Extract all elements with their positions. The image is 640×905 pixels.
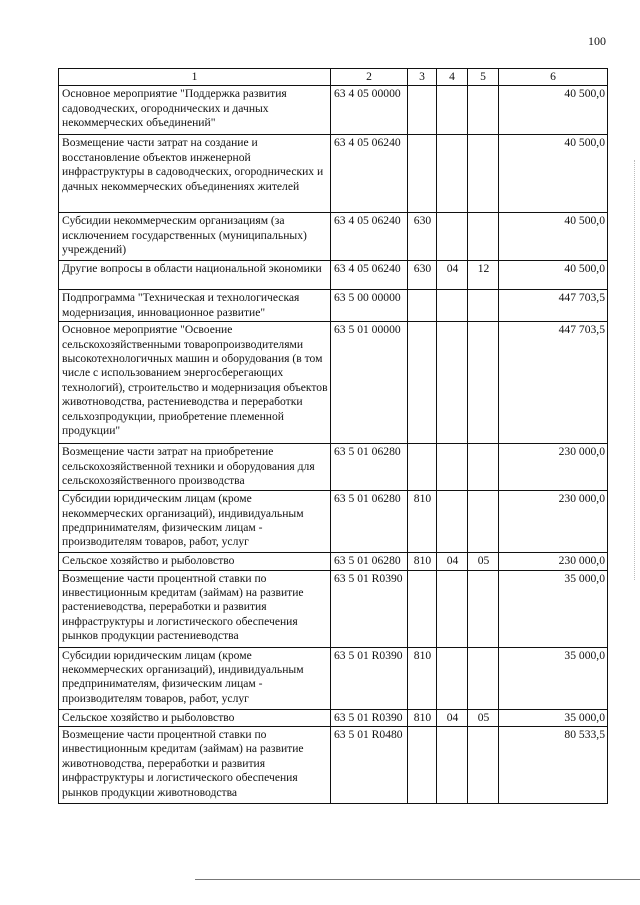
cell-expense-type — [408, 290, 437, 322]
cell-target-code: 63 5 01 00000 — [331, 322, 408, 444]
cell-amount: 80 533,5 — [499, 727, 608, 804]
cell-target-code: 63 5 01 R0390 — [331, 647, 408, 709]
cell-section — [437, 290, 468, 322]
cell-section: 04 — [437, 553, 468, 570]
cell-subsection — [468, 444, 499, 491]
cell-target-code: 63 5 01 06280 — [331, 444, 408, 491]
table-row — [59, 570, 608, 647]
cell-target-code: 63 5 01 06280 — [331, 491, 408, 553]
cell-subsection — [468, 290, 499, 322]
cell-target-code: 63 5 01 R0390 — [331, 709, 408, 726]
cell-name: Возмещение части процентной ставки по инвестиционным кредитам (займам) на развитие растениеводства, переработки и развития инфраструктуры и логистического обеспечения рынков продукции растениеводства — [59, 570, 331, 647]
cell-section — [437, 491, 468, 553]
table-row — [59, 322, 608, 444]
table-row — [59, 553, 608, 570]
cell-amount: 447 703,5 — [499, 322, 608, 444]
header-col-5: 5 — [468, 69, 499, 86]
table-row — [59, 709, 608, 726]
cell-section — [437, 570, 468, 647]
cell-amount: 230 000,0 — [499, 444, 608, 491]
cell-subsection — [468, 491, 499, 553]
cell-name: Возмещение части затрат на приобретение сельскохозяйственной техники и оборудования для сельскохозяйственного производства — [59, 444, 331, 491]
table-row — [59, 213, 608, 261]
cell-subsection — [468, 86, 499, 135]
cell-amount: 35 000,0 — [499, 647, 608, 709]
cell-name: Другие вопросы в области национальной экономики — [59, 261, 331, 290]
cell-expense-type: 810 — [408, 491, 437, 553]
table-row — [59, 135, 608, 213]
cell-expense-type — [408, 570, 437, 647]
cell-expense-type — [408, 86, 437, 135]
cell-expense-type: 630 — [408, 213, 437, 261]
cell-amount: 40 500,0 — [499, 261, 608, 290]
table-row — [59, 491, 608, 553]
cell-expense-type: 810 — [408, 647, 437, 709]
header-col-3: 3 — [408, 69, 437, 86]
cell-target-code: 63 5 00 00000 — [331, 290, 408, 322]
cell-target-code: 63 5 01 06280 — [331, 553, 408, 570]
table-row — [59, 647, 608, 709]
cell-target-code: 63 4 05 06240 — [331, 135, 408, 213]
cell-target-code: 63 4 05 06240 — [331, 261, 408, 290]
cell-amount: 35 000,0 — [499, 570, 608, 647]
cell-amount: 230 000,0 — [499, 553, 608, 570]
cell-subsection — [468, 213, 499, 261]
cell-name: Основное мероприятие "Поддержка развития садоводческих, огороднических и дачных некоммерческих объединений" — [59, 86, 331, 135]
cell-subsection — [468, 647, 499, 709]
table-row — [59, 86, 608, 135]
cell-section — [437, 444, 468, 491]
table-row — [59, 727, 608, 804]
cell-subsection — [468, 727, 499, 804]
cell-expense-type — [408, 322, 437, 444]
cell-subsection — [468, 135, 499, 213]
cell-expense-type: 810 — [408, 553, 437, 570]
cell-expense-type: 810 — [408, 709, 437, 726]
cell-expense-type: 630 — [408, 261, 437, 290]
header-col-1: 1 — [59, 69, 331, 86]
cell-section: 04 — [437, 709, 468, 726]
cell-section: 04 — [437, 261, 468, 290]
cell-amount: 40 500,0 — [499, 86, 608, 135]
cell-section — [437, 322, 468, 444]
cell-amount: 40 500,0 — [499, 135, 608, 213]
cell-expense-type — [408, 444, 437, 491]
cell-section — [437, 647, 468, 709]
cell-section — [437, 727, 468, 804]
cell-subsection: 05 — [468, 709, 499, 726]
cell-name: Сельское хозяйство и рыболовство — [59, 553, 331, 570]
cell-name: Субсидии некоммерческим организациям (за исключением государственных (муниципальных) учреждений) — [59, 213, 331, 261]
budget-table — [58, 68, 608, 804]
cell-subsection — [468, 570, 499, 647]
cell-name: Возмещение части затрат на создание и восстановление объектов инженерной инфраструктуры в садоводческих, огороднических и дачных некоммерческих объединениях жителей — [59, 135, 331, 213]
scan-edge-marks — [634, 160, 637, 580]
cell-target-code: 63 4 05 06240 — [331, 213, 408, 261]
cell-name: Субсидии юридическим лицам (кроме некоммерческих организаций), индивидуальным предпринимателям, физическим лицам - производителям товаров, работ, услуг — [59, 647, 331, 709]
cell-amount: 40 500,0 — [499, 213, 608, 261]
cell-subsection: 12 — [468, 261, 499, 290]
page-number: 100 — [588, 34, 606, 48]
cell-name: Субсидии юридическим лицам (кроме некоммерческих организаций), индивидуальным предпринимателям, физическим лицам - производителям товаров, работ, услуг — [59, 491, 331, 553]
cell-target-code: 63 5 01 R0390 — [331, 570, 408, 647]
header-col-4: 4 — [437, 69, 468, 86]
cell-subsection — [468, 322, 499, 444]
cell-subsection: 05 — [468, 553, 499, 570]
cell-amount: 447 703,5 — [499, 290, 608, 322]
cell-amount: 35 000,0 — [499, 709, 608, 726]
cell-name: Возмещение части процентной ставки по инвестиционным кредитам (займам) на развитие животноводства, переработки и развития инфраструктуры и логистического обеспечения рынков продукции животноводства — [59, 727, 331, 804]
table-row — [59, 261, 608, 290]
cell-name: Сельское хозяйство и рыболовство — [59, 709, 331, 726]
cell-name: Основное мероприятие "Освоение сельскохозяйственными товаропроизводителями высокотехнологичных машин и оборудования (в том числе с использованием энергосберегающих технологий), строительство и модернизация объектов животноводства, растениеводства и переработки сельхозпродукции, приобретение племенной продукции" — [59, 322, 331, 444]
table-header-row — [59, 69, 608, 86]
cell-section — [437, 86, 468, 135]
bottom-scan-rule — [195, 879, 640, 880]
header-col-2: 2 — [331, 69, 408, 86]
cell-expense-type — [408, 727, 437, 804]
table-row — [59, 444, 608, 491]
cell-expense-type — [408, 135, 437, 213]
cell-target-code: 63 4 05 00000 — [331, 86, 408, 135]
table-row — [59, 290, 608, 322]
cell-amount: 230 000,0 — [499, 491, 608, 553]
cell-name: Подпрограмма "Техническая и технологическая модернизация, инновационное развитие" — [59, 290, 331, 322]
header-col-6: 6 — [499, 69, 608, 86]
cell-section — [437, 135, 468, 213]
cell-target-code: 63 5 01 R0480 — [331, 727, 408, 804]
cell-section — [437, 213, 468, 261]
